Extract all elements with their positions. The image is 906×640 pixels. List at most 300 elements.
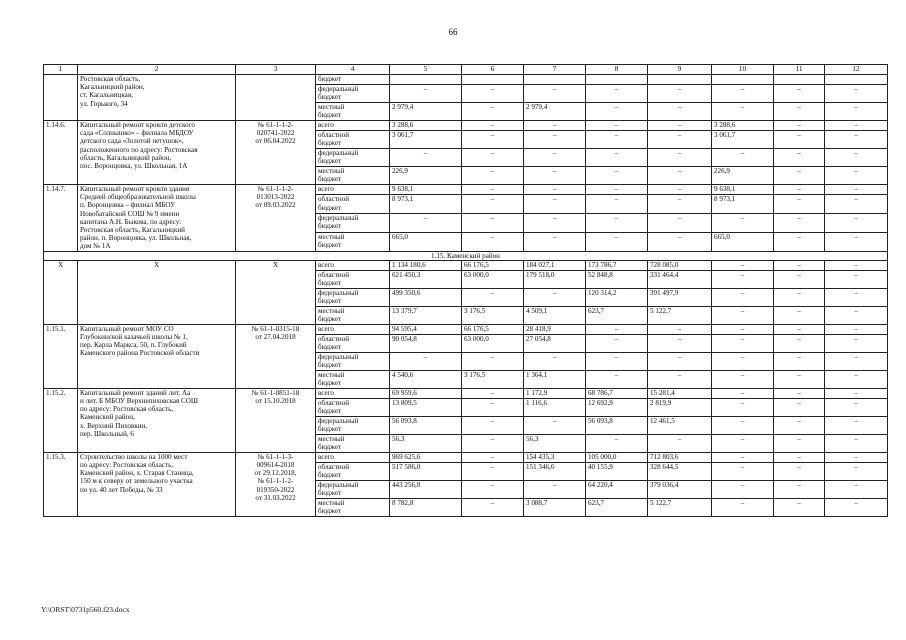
item-number [44, 75, 78, 121]
budget-source [316, 498, 390, 516]
cell-line: № 61-1-0851-18 [251, 388, 300, 397]
amount-cell: – [648, 214, 712, 233]
amount-cell: 15 281,4 [648, 388, 712, 398]
amount-cell: – [712, 149, 774, 167]
amount-cell: – [825, 185, 888, 195]
amount-cell: – [462, 398, 524, 416]
budget-source [316, 480, 390, 498]
amount-cell: 120 314,2 [586, 288, 648, 306]
cell-line: Кагальницкий район, [80, 83, 145, 92]
amount-cell: 56 093,8 [390, 416, 462, 434]
amount-cell: – [712, 324, 774, 334]
cell-line: детского сада «Золотой петушок», [80, 137, 184, 146]
cell-line: п. Воронцовка – филиал МБОУ [80, 201, 176, 210]
amount-cell: 8 973,1 [390, 195, 462, 214]
amount-cell: – [712, 306, 774, 324]
amount-cell: – [825, 498, 888, 516]
table-row [44, 452, 888, 462]
amount-cell: – [524, 167, 586, 185]
amount-cell: – [586, 103, 648, 121]
amount-cell: – [774, 195, 825, 214]
cell-line: всего [318, 121, 334, 129]
amount-cell: 13 809,5 [390, 398, 462, 416]
amount-cell: 621 450,3 [390, 270, 462, 288]
cell-line: область, Кагальницкий район, [80, 153, 172, 162]
cell-line: № 61-1-1-2- [257, 185, 294, 193]
amount-cell: – [390, 85, 462, 103]
amount-cell: – [774, 131, 825, 149]
amount-cell: 63 000,0 [462, 334, 524, 352]
cell-line: бюджет [318, 139, 342, 148]
amount-cell: – [648, 232, 712, 251]
amount-cell: 5 122,7 [648, 498, 712, 516]
col-header: 6 [462, 65, 524, 75]
budget-source [316, 270, 390, 288]
amount-cell: – [825, 270, 888, 288]
amount-cell: – [524, 131, 586, 149]
cell-line: Капитальный ремонт кровли здания [80, 185, 190, 193]
amount-cell: – [462, 452, 524, 462]
amount-cell [712, 75, 774, 85]
amount-cell: – [774, 306, 825, 324]
cell-line: бюджет [318, 279, 342, 288]
amount-cell: – [648, 121, 712, 131]
amount-cell: 56 093,8 [586, 416, 648, 434]
amount-cell: – [462, 214, 524, 233]
cell-line: Каменского района Ростовской области [80, 349, 200, 358]
amount-cell: – [586, 185, 648, 195]
cell-line: федеральный [318, 149, 359, 157]
amount-cell: – [774, 149, 825, 167]
amount-cell: 499 350,6 [390, 288, 462, 306]
amount-cell: 173 786,7 [586, 260, 648, 270]
amount-cell: – [825, 195, 888, 214]
cell-line: бюджет [318, 241, 342, 250]
amount-cell: 68 786,7 [586, 388, 648, 398]
cell-line: пер. Карла Маркса, 50, п. Глубокий [80, 341, 187, 350]
amount-cell: 379 036,4 [648, 480, 712, 498]
col-header: 8 [586, 65, 648, 75]
amount-cell: – [462, 195, 524, 214]
amount-cell: – [390, 352, 462, 370]
cell-line: от 31.03.2022 [255, 493, 296, 502]
cell-line: областной [318, 334, 350, 343]
amount-cell: – [648, 334, 712, 352]
cell-line: местный [318, 103, 345, 111]
cell-line: по ул. 40 лет Победы, № 33 [80, 485, 163, 494]
amount-cell: – [462, 416, 524, 434]
cell-line: капитана А.Н. Быкова, по адресу: [80, 217, 182, 226]
amount-cell: – [825, 131, 888, 149]
amount-cell: – [586, 85, 648, 103]
cell-line: Средней общеобразовательной школы [80, 193, 196, 202]
cell-line: бюджет [318, 297, 342, 306]
amount-cell: – [586, 324, 648, 334]
amount-cell: 4 540,6 [390, 370, 462, 388]
amount-cell: 64 220,4 [586, 480, 648, 498]
cell-line: областной [318, 195, 350, 204]
cell-line: от 06.04.2022 [255, 137, 296, 146]
amount-cell: – [774, 324, 825, 334]
budget-source [316, 121, 390, 131]
amount-cell: – [825, 334, 888, 352]
budget-source [316, 85, 390, 103]
amount-cell: – [774, 398, 825, 416]
district-heading: 1.15. Каменский район [44, 251, 888, 260]
amount-cell: – [712, 480, 774, 498]
amount-cell: – [648, 370, 712, 388]
amount-cell: – [524, 195, 586, 214]
budget-source [316, 131, 390, 149]
amount-cell: – [586, 195, 648, 214]
cell-line: бюджет [318, 507, 342, 516]
amount-cell [462, 75, 524, 85]
amount-cell: – [825, 480, 888, 498]
budget-source [316, 232, 390, 251]
amount-cell: – [774, 288, 825, 306]
amount-cell: 2 819,9 [648, 398, 712, 416]
amount-cell: – [825, 149, 888, 167]
cell-line: расположенного по адресу: Ростовская [80, 145, 198, 154]
amount-cell [825, 75, 888, 85]
amount-cell: 443 256,8 [390, 480, 462, 498]
cell-line: областной [318, 131, 350, 139]
cell-line: бюджет [318, 93, 342, 102]
amount-cell: 328 644,5 [648, 462, 712, 480]
cell-line: Каменский район, [80, 413, 135, 422]
cell-line: № 61-1-1-2- [257, 121, 294, 129]
amount-cell: – [462, 149, 524, 167]
cell-line: бюджет [318, 203, 342, 212]
budget-table [43, 64, 888, 517]
amount-cell: – [825, 214, 888, 233]
cell-line: бюджет [318, 175, 342, 184]
object-name [78, 185, 236, 252]
amount-cell: – [462, 167, 524, 185]
cell-line: № 61-1-0315-18 [251, 324, 300, 333]
amount-cell: – [774, 334, 825, 352]
table-row [44, 185, 888, 195]
amount-cell [524, 75, 586, 85]
amount-cell: 179 518,0 [524, 270, 586, 288]
amount-cell: – [462, 232, 524, 251]
amount-cell: 1 134 180,6 [390, 260, 462, 270]
cell-line: Капитальный ремонт кровли детского [80, 121, 195, 129]
cell-line: федеральный [318, 85, 359, 93]
amount-cell: – [712, 214, 774, 233]
amount-cell: – [774, 388, 825, 398]
amount-cell: – [648, 167, 712, 185]
document-ref [236, 324, 316, 388]
amount-cell: – [712, 498, 774, 516]
budget-source [316, 149, 390, 167]
amount-cell: – [825, 232, 888, 251]
amount-cell: – [462, 388, 524, 398]
amount-cell: 1 172,9 [524, 388, 586, 398]
amount-cell: 9 638,1 [390, 185, 462, 195]
amount-cell: – [774, 85, 825, 103]
amount-cell: – [586, 121, 648, 131]
cell-line: местный [318, 167, 345, 175]
cell-line: бюджет [318, 489, 342, 498]
amount-cell: 66 176,5 [462, 260, 524, 270]
table-row [44, 75, 888, 85]
cell-line: х. Верхний Пиховкин, [80, 421, 148, 430]
amount-cell: 12 461,5 [648, 416, 712, 434]
item-number: 1.14.7. [44, 185, 78, 252]
amount-cell: – [712, 103, 774, 121]
amount-cell: 3 288,6 [390, 121, 462, 131]
col-header: 5 [390, 65, 462, 75]
cell-line: всего [318, 260, 334, 269]
cell-line: 020741-2022 [256, 129, 295, 138]
item-number: 1.15.2. [44, 388, 78, 452]
amount-cell: 13 379,7 [390, 306, 462, 324]
amount-cell: – [712, 388, 774, 398]
cell-line: областной [318, 462, 350, 471]
cell-line: от 29.12.2018, [254, 469, 297, 478]
amount-cell: – [774, 452, 825, 462]
amount-cell: – [524, 416, 586, 434]
amount-cell: 3 176,5 [462, 370, 524, 388]
cell-line: Каменский район, х. Старая Станица, [80, 469, 194, 478]
cell-line: всего [318, 185, 334, 193]
amount-cell: – [712, 452, 774, 462]
cell-line: Ростовская область, Кагальницкий [80, 226, 185, 235]
amount-cell: – [712, 398, 774, 416]
budget-source [316, 452, 390, 462]
amount-cell: 63 000,0 [462, 270, 524, 288]
amount-cell: – [524, 214, 586, 233]
amount-cell: – [524, 185, 586, 195]
cell-line: федеральный [318, 288, 359, 297]
document-ref [236, 75, 316, 121]
amount-cell: 969 625,6 [390, 452, 462, 462]
amount-cell: – [774, 121, 825, 131]
amount-cell: 728 085,0 [648, 260, 712, 270]
amount-cell: – [825, 260, 888, 270]
budget-source [316, 462, 390, 480]
cell-line: местный [318, 370, 345, 379]
cell-line: всего [318, 324, 334, 333]
amount-cell: – [825, 388, 888, 398]
amount-cell: – [825, 103, 888, 121]
cell-line: № 61-1-1-2- [257, 477, 294, 486]
district-row [44, 251, 888, 260]
amount-cell: – [712, 416, 774, 434]
amount-cell: 8 782,8 [390, 498, 462, 516]
amount-cell: 3 288,6 [712, 121, 774, 131]
amount-cell: – [586, 352, 648, 370]
cell-line: бюджет [318, 157, 342, 166]
cell-line: федеральный [318, 416, 359, 425]
amount-cell: – [462, 352, 524, 370]
document-ref [236, 388, 316, 452]
amount-cell: 27 054,8 [524, 334, 586, 352]
amount-cell: – [825, 85, 888, 103]
budget-source [316, 103, 390, 121]
budget-source [316, 416, 390, 434]
cell-line: бюджет [318, 425, 342, 434]
file-path-footer: Y:\ORST\0731p560.f23.docx [41, 605, 130, 614]
cell-line: бюджет [318, 407, 342, 416]
object-name [78, 324, 236, 388]
col-header: 1 [44, 65, 78, 75]
cell-line: район, п. Воронцовка, ул. Школьная, [80, 234, 192, 243]
amount-cell: – [462, 103, 524, 121]
cell-line: федеральный [318, 480, 359, 489]
amount-cell: 184 027,1 [524, 260, 586, 270]
cell-line: бюджет [318, 75, 342, 83]
amount-cell: – [825, 398, 888, 416]
amount-cell: 1 116,6 [524, 398, 586, 416]
amount-cell: – [825, 352, 888, 370]
amount-cell: – [648, 85, 712, 103]
cell-line: 019350-2022 [256, 485, 295, 494]
amount-cell: – [712, 462, 774, 480]
item-number: Х [44, 260, 78, 324]
amount-cell: – [825, 167, 888, 185]
budget-source [316, 434, 390, 452]
amount-cell: – [825, 121, 888, 131]
budget-source [316, 370, 390, 388]
cell-line: бюджет [318, 361, 342, 370]
col-header: 12 [825, 65, 888, 75]
amount-cell: 3 088,7 [524, 498, 586, 516]
amount-cell: 3 176,5 [462, 306, 524, 324]
cell-line: дом № 1А [80, 242, 111, 251]
amount-cell: – [774, 214, 825, 233]
amount-cell [390, 75, 462, 85]
amount-cell: 154 435,3 [524, 452, 586, 462]
amount-cell: – [648, 185, 712, 195]
amount-cell: – [462, 185, 524, 195]
amount-cell: – [586, 370, 648, 388]
cell-line: ул. Горького, 34 [80, 99, 128, 108]
cell-line: 009614-2018 [256, 461, 295, 470]
amount-cell: – [586, 149, 648, 167]
table-row [44, 388, 888, 398]
amount-cell: – [648, 149, 712, 167]
amount-cell: – [524, 352, 586, 370]
amount-cell: – [390, 149, 462, 167]
amount-cell: 56,3 [390, 434, 462, 452]
table-row [44, 260, 888, 270]
amount-cell: – [774, 167, 825, 185]
cell-line: областной [318, 398, 350, 407]
amount-cell: – [648, 434, 712, 452]
table-body [44, 65, 888, 517]
amount-cell: – [648, 195, 712, 214]
amount-cell: 8 973,1 [712, 195, 774, 214]
budget-source [316, 334, 390, 352]
amount-cell: – [774, 232, 825, 251]
budget-source [316, 167, 390, 185]
cell-line: Капитальный ремонт МОУ СО [80, 324, 174, 333]
amount-cell: – [648, 131, 712, 149]
cell-line: федеральный [318, 352, 359, 361]
amount-cell: – [462, 288, 524, 306]
amount-cell: – [586, 334, 648, 352]
amount-cell: – [774, 260, 825, 270]
cell-line: всего [318, 452, 334, 461]
amount-cell: – [825, 416, 888, 434]
budget-source [316, 195, 390, 214]
amount-cell: – [586, 434, 648, 452]
cell-line: 013013-2022 [256, 193, 295, 202]
amount-cell: – [712, 270, 774, 288]
budget-source [316, 260, 390, 270]
amount-cell: – [462, 462, 524, 480]
page-number: 66 [448, 27, 458, 37]
cell-line: пос. Воронцовка, ул. Школьная, 1А [80, 162, 188, 171]
amount-cell: – [825, 306, 888, 324]
amount-cell: – [774, 370, 825, 388]
amount-cell: – [524, 85, 586, 103]
amount-cell: – [648, 103, 712, 121]
amount-cell: 665,0 [390, 232, 462, 251]
amount-cell: – [648, 324, 712, 334]
table-row [44, 121, 888, 131]
amount-cell: 226,9 [390, 167, 462, 185]
amount-cell: – [390, 214, 462, 233]
amount-cell [586, 75, 648, 85]
document-ref [236, 121, 316, 185]
amount-cell: – [712, 370, 774, 388]
cell-line: по адресу: Ростовская область, [80, 461, 174, 470]
amount-cell: 4 509,1 [524, 306, 586, 324]
cell-line: Строительство школы на 1000 мест [80, 452, 188, 461]
amount-cell: 5 122,7 [648, 306, 712, 324]
amount-cell: 9 638,1 [712, 185, 774, 195]
amount-cell: 69 959,6 [390, 388, 462, 398]
budget-source [316, 388, 390, 398]
amount-cell: – [586, 167, 648, 185]
amount-cell: – [462, 434, 524, 452]
cell-line: бюджет [318, 379, 342, 388]
cell-line: бюджет [318, 471, 342, 480]
item-number: 1.15.1. [44, 324, 78, 388]
amount-cell: – [524, 149, 586, 167]
amount-cell: 28 418,9 [524, 324, 586, 334]
cell-line: Х [153, 260, 160, 269]
amount-cell: – [462, 498, 524, 516]
amount-cell: 226,9 [712, 167, 774, 185]
col-header: 4 [316, 65, 390, 75]
amount-cell: 151 346,6 [524, 462, 586, 480]
budget-source [316, 214, 390, 233]
amount-cell: – [524, 232, 586, 251]
cell-line: бюджет [318, 315, 342, 324]
amount-cell: – [825, 462, 888, 480]
amount-cell: 623,7 [586, 498, 648, 516]
cell-line: Капитальный ремонт зданий лит. Аа [80, 388, 191, 397]
item-number: 1.15.3. [44, 452, 78, 516]
amount-cell: – [825, 434, 888, 452]
header-row [44, 65, 888, 75]
cell-line: местный [318, 232, 345, 241]
amount-cell: – [774, 185, 825, 195]
amount-cell: 12 692,9 [586, 398, 648, 416]
amount-cell: 623,7 [586, 306, 648, 324]
document-ref [236, 185, 316, 252]
cell-line: № 61-1-1-3- [257, 452, 294, 461]
amount-cell: – [462, 480, 524, 498]
cell-line: сада «Солнышко» – филиала МБДОУ [80, 129, 194, 138]
amount-cell: – [462, 85, 524, 103]
amount-cell: – [586, 131, 648, 149]
cell-line: Х [272, 260, 279, 269]
